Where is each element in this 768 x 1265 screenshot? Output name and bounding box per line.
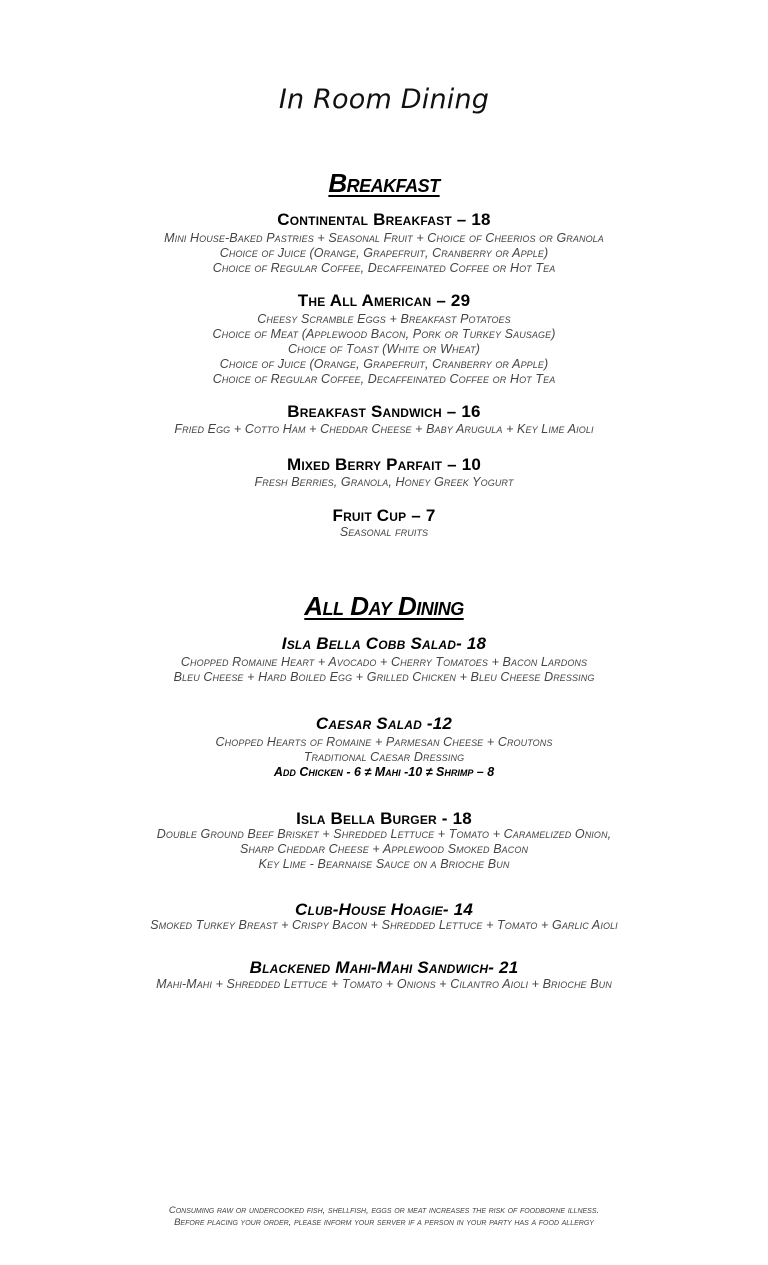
menu-item-desc: Sharp Cheddar Cheese + Applewood Smoked Bacon	[239, 842, 529, 856]
page-title: In Room Dining	[278, 84, 490, 115]
menu-item-name: The All American – 29	[297, 291, 471, 310]
menu-item-desc: Chopped Romaine Heart + Avocado + Cherry Tomatoes + Bacon Lardons	[180, 655, 588, 669]
menu-item-name: Blackened Mahi-Mahi Sandwich- 21	[249, 958, 519, 977]
menu-item-desc: Choice of Regular Coffee, Decaffeinated Coffee or Hot Tea	[212, 261, 556, 275]
menu-item-name: Fruit Cup – 7	[332, 506, 436, 525]
menu-item-desc: Traditional Caesar Dressing	[303, 750, 465, 764]
section-heading-breakfast: Breakfast	[328, 168, 440, 198]
menu-item-desc: Fried Egg + Cotto Ham + Cheddar Cheese + Baby Arugula + Key Lime Aioli	[174, 422, 594, 436]
menu-item-desc: Cheesy Scramble Eggs + Breakfast Potatoes	[257, 312, 511, 326]
menu-item-name: Caesar Salad -12	[315, 714, 453, 733]
menu-item-desc: Choice of Meat (Applewood Bacon, Pork or Turkey Sausage)	[212, 327, 556, 341]
menu-item-name: Isla Bella Burger - 18	[296, 809, 472, 828]
menu-item-desc: Choice of Juice (Orange, Grapefruit, Cranberry or Apple)	[219, 246, 549, 260]
allergy-disclaimer: Before placing your order, please inform your server if a person in your party has a food allergy	[174, 1217, 594, 1228]
menu-item-name: Isla Bella Cobb Salad- 18	[281, 634, 487, 653]
menu-item-addon: Add Chicken - 6 ≠ Mahi -10 ≠ Shrimp – 8	[273, 765, 495, 779]
menu-item-name: Club-House Hoagie- 14	[294, 900, 474, 919]
menu-item-name: Continental Breakfast – 18	[277, 210, 491, 229]
menu-item-desc: Choice of Regular Coffee, Decaffeinated Coffee or Hot Tea	[212, 372, 556, 386]
menu-item-desc: Choice of Juice (Orange, Grapefruit, Cranberry or Apple)	[219, 357, 549, 371]
menu-item-desc: Mini House-Baked Pastries + Seasonal Fruit + Choice of Cheerios or Granola	[164, 231, 604, 245]
section-heading-all-day-dining: All Day Dining	[304, 591, 464, 621]
menu-item-desc: Fresh Berries, Granola, Honey Greek Yogurt	[254, 475, 514, 489]
allergy-disclaimer: Consuming raw or undercooked fish, shellfish, eggs or meat increases the risk of foodborne illness.	[168, 1205, 600, 1216]
menu-item-desc: Choice of Toast (White or Wheat)	[288, 342, 480, 356]
menu-item-name: Mixed Berry Parfait – 10	[286, 455, 482, 474]
menu-item-desc: Mahi-Mahi + Shredded Lettuce + Tomato + Onions + Cilantro Aioli + Brioche Bun	[156, 977, 612, 991]
menu-item-desc: Key Lime - Bearnaise Sauce on a Brioche Bun	[258, 857, 510, 871]
menu-item-desc: Bleu Cheese + Hard Boiled Egg + Grilled Chicken + Bleu Cheese Dressing	[173, 670, 595, 684]
menu-item-desc: Double Ground Beef Brisket + Shredded Lettuce + Tomato + Caramelized Onion,	[156, 827, 612, 841]
menu-item-desc: Chopped Hearts of Romaine + Parmesan Cheese + Croutons	[215, 735, 553, 749]
menu-item-desc: Seasonal fruits	[339, 525, 429, 539]
menu-item-name: Breakfast Sandwich – 16	[287, 402, 481, 421]
menu-item-desc: Smoked Turkey Breast + Crispy Bacon + Shredded Lettuce + Tomato + Garlic Aioli	[150, 918, 618, 932]
